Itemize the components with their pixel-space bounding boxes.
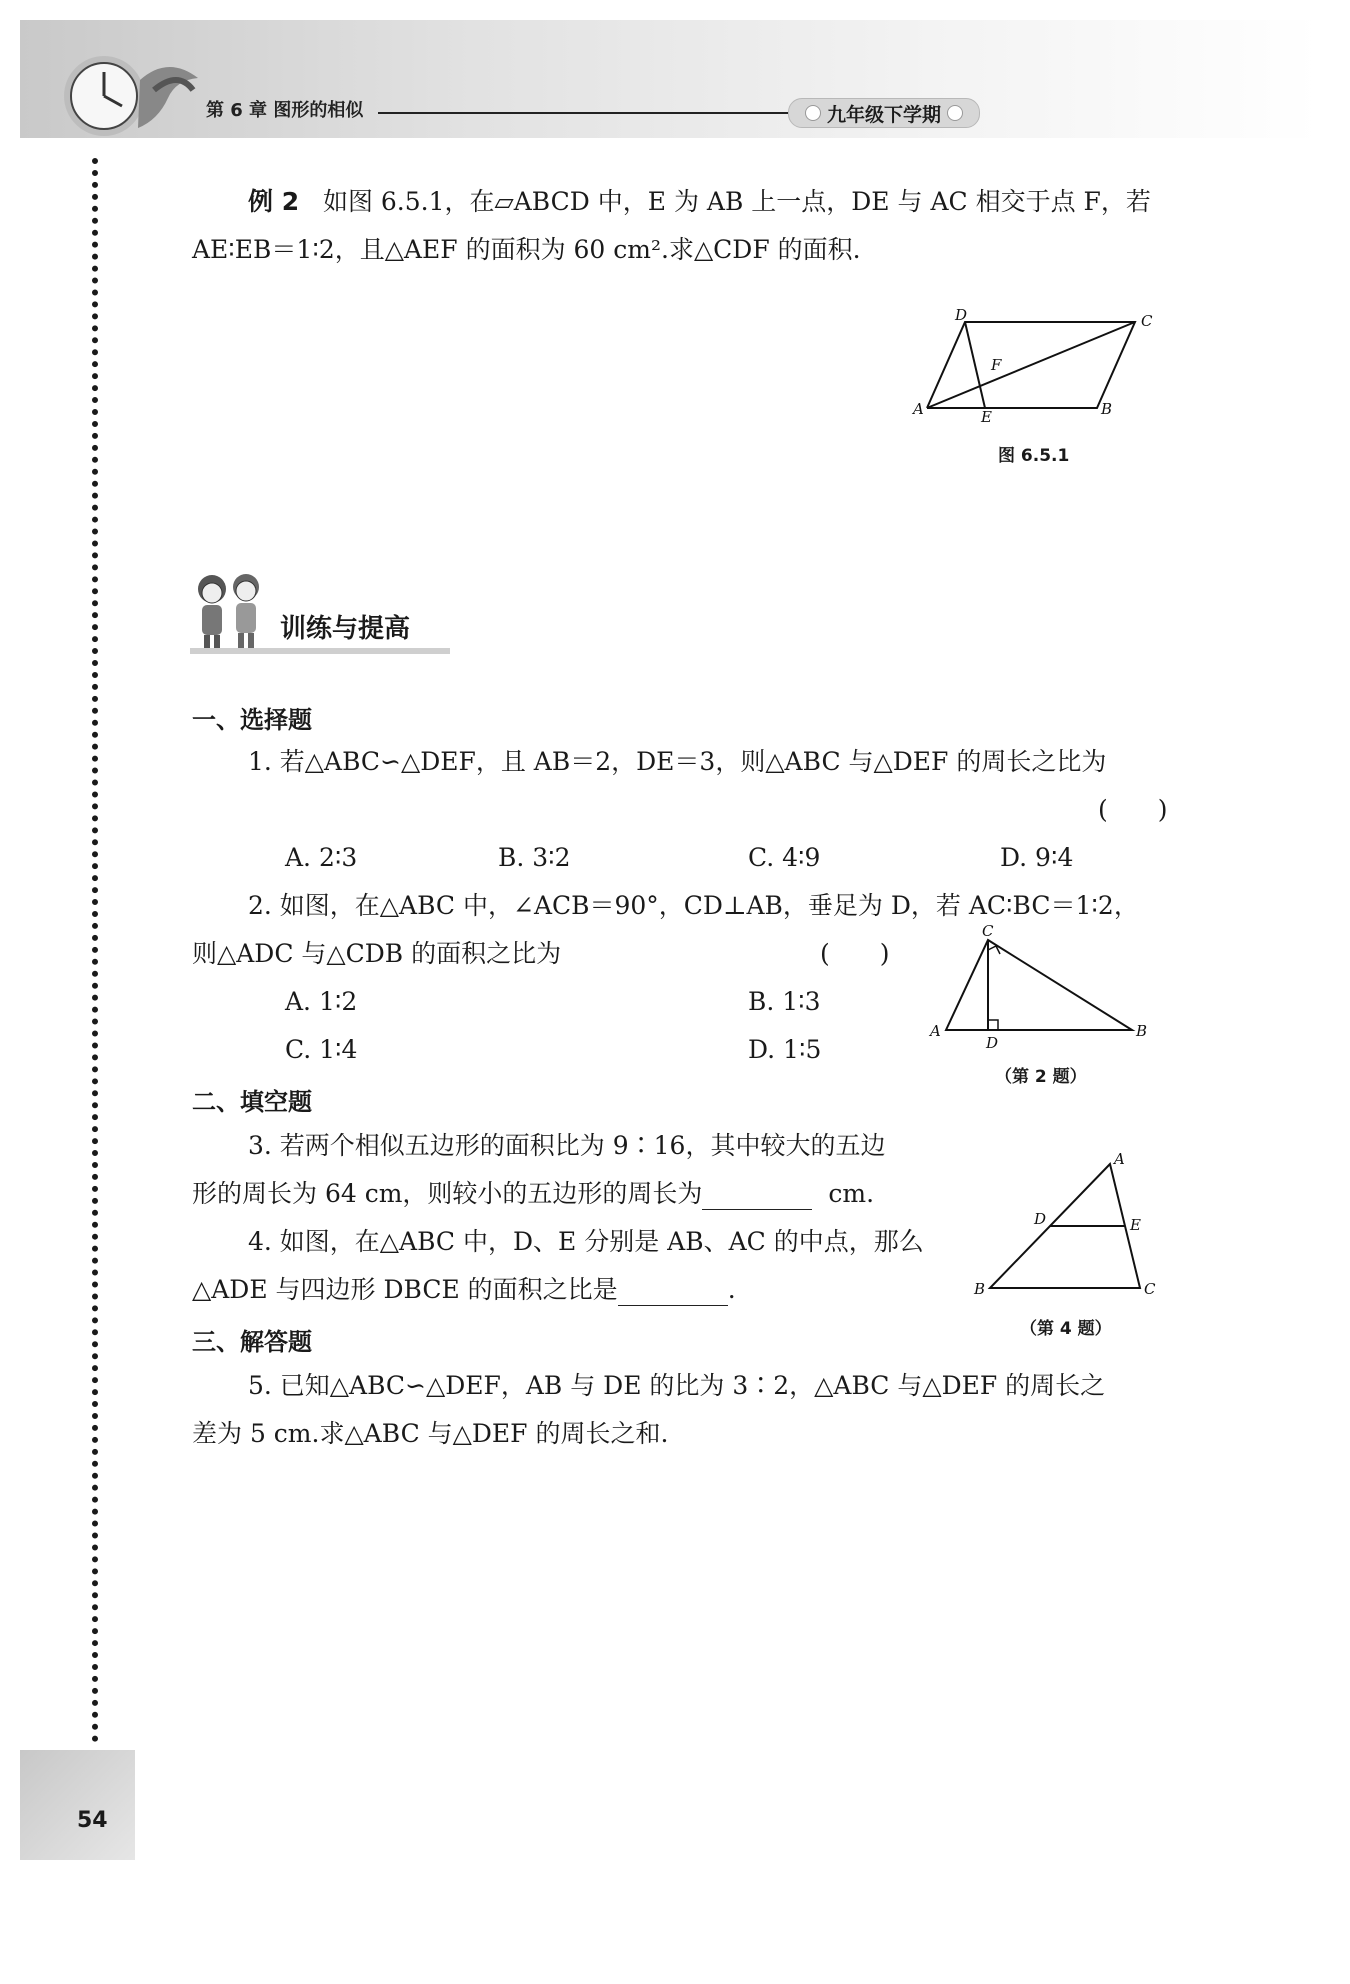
figure-caption-6-5-1: 图 6.5.1	[998, 446, 1070, 466]
q3-unit: cm.	[828, 1179, 875, 1208]
label-F: F	[991, 356, 1002, 374]
q1-option-c: C. 4∶9	[748, 843, 821, 872]
q2-text-1: 2. 如图，在△ABC 中，∠ACB＝90°，CD⊥AB，垂足为 D，若 AC∶BC＝1∶2，	[248, 891, 1139, 920]
dot-icon	[947, 105, 963, 121]
q5-text-1: 5. 已知△ABC∽△DEF，AB 与 DE 的比为 3∶2，△ABC 与△DEF 的周长之	[248, 1371, 1106, 1400]
q2-bracket: ( )	[820, 939, 890, 968]
label-A: A	[1114, 1150, 1125, 1168]
figure-q4	[960, 1150, 1160, 1300]
figure-caption-q2: （第 2 题）	[995, 1067, 1087, 1087]
page-number: 54	[77, 1808, 108, 1833]
example-label: 例 2	[248, 187, 300, 216]
q4-text-2: △ADE 与四边形 DBCE 的面积之比是	[192, 1275, 618, 1304]
q3-text-1: 3. 若两个相似五边形的面积比为 9∶16，其中较大的五边	[248, 1131, 886, 1160]
label-A: A	[930, 1022, 941, 1040]
q4-end: .	[727, 1275, 736, 1304]
q1-option-a: A. 2∶3	[285, 843, 358, 872]
label-C: C	[1144, 1280, 1156, 1298]
dot-icon	[805, 105, 821, 121]
q2-option-d: D. 1∶5	[748, 1035, 822, 1064]
example-line-1	[248, 186, 1151, 218]
label-B: B	[1101, 400, 1113, 418]
q2-option-a: A. 1∶2	[285, 987, 358, 1016]
header-rule	[378, 112, 788, 114]
q4-line-2	[192, 1274, 736, 1306]
section3-title: 三、解答题	[192, 1328, 312, 1356]
grade-label: 九年级下学期	[826, 103, 941, 126]
q3-line-2	[192, 1178, 874, 1210]
section-banner-bar	[190, 648, 450, 654]
q2-option-b: B. 1∶3	[748, 987, 821, 1016]
kids-mascot-icon	[190, 565, 270, 657]
label-D: D	[955, 306, 968, 324]
label-A: A	[913, 400, 924, 418]
section2-title: 二、填空题	[192, 1088, 312, 1116]
q3-answer-blank[interactable]	[702, 1187, 812, 1210]
section-title: 训练与提高	[280, 614, 411, 644]
figure-caption-q4: （第 4 题）	[1020, 1319, 1112, 1339]
q1-option-d: D. 9∶4	[1000, 843, 1074, 872]
q2-text-2: 则△ADC 与△CDB 的面积之比为	[192, 939, 562, 968]
label-D: D	[986, 1034, 999, 1052]
figure-6-5-1	[905, 300, 1165, 430]
section1-title: 一、选择题	[192, 706, 312, 734]
binding-dotted-line	[92, 158, 98, 1743]
label-B: B	[1136, 1022, 1148, 1040]
clock-logo-icon	[58, 50, 208, 142]
label-E: E	[1130, 1216, 1141, 1234]
q1-bracket: ( )	[1098, 795, 1168, 824]
page-number-box	[20, 1750, 135, 1860]
label-D: D	[1034, 1210, 1047, 1228]
chapter-title: 第 6 章 图形的相似	[206, 100, 364, 121]
label-E: E	[981, 408, 992, 426]
q2-option-c: C. 1∶4	[285, 1035, 358, 1064]
grade-badge	[788, 98, 980, 128]
example-text-1: 如图 6.5.1，在▱ABCD 中，E 为 AB 上一点，DE 与 AC 相交于点 F，若	[322, 187, 1151, 216]
label-C: C	[982, 922, 994, 940]
q4-text-1: 4. 如图，在△ABC 中，D、E 分别是 AB、AC 的中点，那么	[248, 1227, 924, 1256]
label-C: C	[1141, 312, 1153, 330]
q1-text: 1. 若△ABC∽△DEF，且 AB＝2，DE＝3，则△ABC 与△DEF 的周长之比为	[248, 747, 1107, 776]
q1-option-b: B. 3∶2	[498, 843, 571, 872]
q4-answer-blank[interactable]	[618, 1283, 728, 1306]
example-text-2: AE∶EB＝1∶2，且△AEF 的面积为 60 cm².求△CDF 的面积.	[192, 235, 861, 264]
label-B: B	[974, 1280, 986, 1298]
q5-text-2: 差为 5 cm.求△ABC 与△DEF 的周长之和.	[192, 1419, 669, 1448]
q3-text-2: 形的周长为 64 cm，则较小的五边形的周长为	[192, 1179, 703, 1208]
figure-q2	[920, 920, 1150, 1052]
